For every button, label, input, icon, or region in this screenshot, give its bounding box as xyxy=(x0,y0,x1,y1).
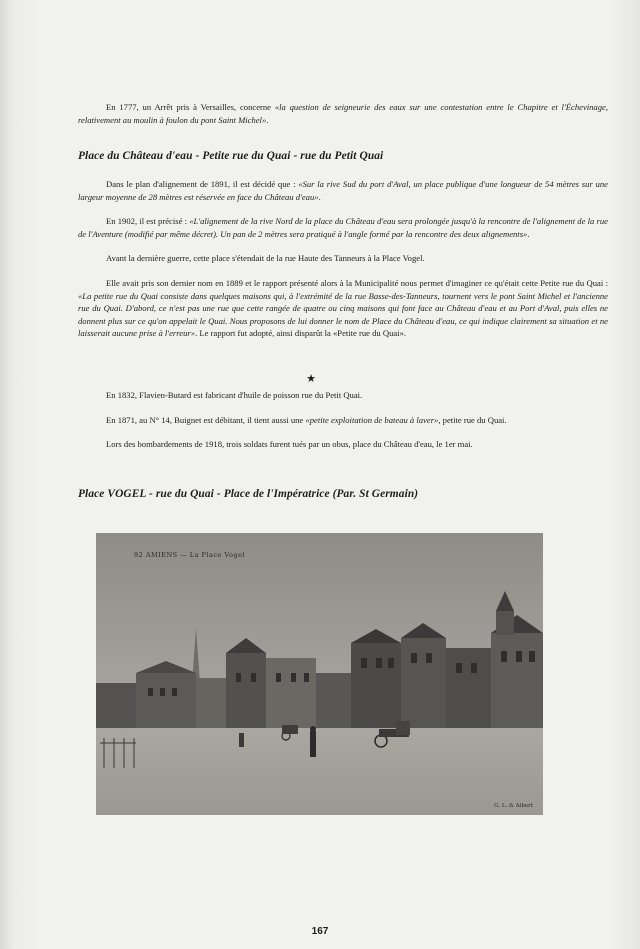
paragraph-1918: Lors des bombardements de 1918, trois soldats furent tués par un obus, place du Château d'eau, le 1er mai. xyxy=(106,439,473,450)
paragraph-tail: . Le rapport fut adopté, ainsi disparût la «Petite rue du Quai». xyxy=(195,328,407,339)
paragraph-1891 xyxy=(78,178,608,203)
paragraph-quote: «L'alignement de la rive Nord de la place du Château d'eau sera prolongée jusqu'à la rencontre de l'alignement de la rue de l'Aventure (modifié par même décret). Un pan de 2 mètres sera pratiqué à l'angle formé par la rencontre des deux alignements» xyxy=(78,216,608,239)
paragraph-lead: En 1777, un Arrêt pris à Versailles, concerne xyxy=(106,102,275,112)
paragraph-lead: En 1871, au N° 14, Buignet est débitant, il tient aussi une xyxy=(106,414,306,425)
paragraph-1777 xyxy=(78,101,608,126)
section-title-place-vogel: Place VOGEL - rue du Quai - Place de l'Impératrice (Par. St Germain) xyxy=(78,488,419,500)
paragraph-quote: «la question de seigneurie des eaux sur une contestation entre le Chapitre et l'Échevinage, relativement au moulin à foulon du pont Saint Michel» xyxy=(78,102,608,125)
section-title-chateau-deau: Place du Château d'eau - Petite rue du Quai - rue du Petit Quai xyxy=(78,150,384,162)
paragraph-1902 xyxy=(78,215,608,240)
star-icon: ★ xyxy=(306,372,316,385)
intro-paragraph-block xyxy=(78,101,608,138)
photo-caption-publisher: G. L. & Albert xyxy=(494,803,533,809)
section1-paragraphs xyxy=(78,178,608,352)
paragraph-tail: . xyxy=(318,191,321,202)
paragraph-avant-guerre xyxy=(78,252,608,265)
paragraph-lead: Elle avait pris son dernier nom en 1889 et le rapport présenté alors à la Municipalité nous permet d'imaginer ce qu'était cette Petite rue du Quai : xyxy=(106,277,608,288)
paragraph-lead: Dans le plan d'alignement de 1891, il est décidé que : xyxy=(106,179,299,189)
paragraph-1889 xyxy=(78,277,608,340)
photo-illustration xyxy=(96,533,543,815)
middle-paragraphs xyxy=(78,389,608,463)
paragraph-1832: En 1832, Flavien-Butard est fabricant d'huile de poisson rue du Petit Quai. xyxy=(106,390,363,400)
paragraph-quote: «La petite rue du Quai consiste dans quelques maisons qui, à l'extrémité de la rue Basse-des-Tanneurs, tournent vers le pont Saint Michel et l'ancienne rue du Quai. D'abord, ce n'est pas une rue que cette rangée de quatre ou cinq maisons qui font face au Château d'eau et au Port d'Aval, puis elles ne donnent plus sur ce qu'on appelait le Quai. Nous proposons de lui donner le nom de Place du Château d'eau, ce qui indique clairement sa situation et ne laisserait aucune prise à l'erreur» xyxy=(78,290,608,339)
paragraph-tail: , petite rue du Quai. xyxy=(438,414,507,425)
paragraph-quote: «petite exploitation de bateau à laver» xyxy=(305,414,439,425)
photo-caption-top: 92 AMIENS — La Place Vogel xyxy=(134,551,246,559)
paragraph-lead: Avant la dernière guerre, cette place s'étendait de la rue Haute des Tanneurs à la Place Vogel. xyxy=(106,253,425,264)
postcard-photo-place-vogel xyxy=(96,533,543,815)
paragraph-1871 xyxy=(78,414,608,427)
paragraph-tail: . xyxy=(266,114,269,125)
paragraph-tail: . xyxy=(527,228,530,239)
paragraph-lead: En 1902, il est précisé : xyxy=(106,216,190,227)
page-number: 167 xyxy=(311,926,329,937)
paragraph-quote: «Sur la rive Sud du port d'Aval, un place publique d'une longueur de 54 mètres sur une largeur moyenne de 28 mètres est réservée en face du Château d'eau» xyxy=(78,179,608,202)
